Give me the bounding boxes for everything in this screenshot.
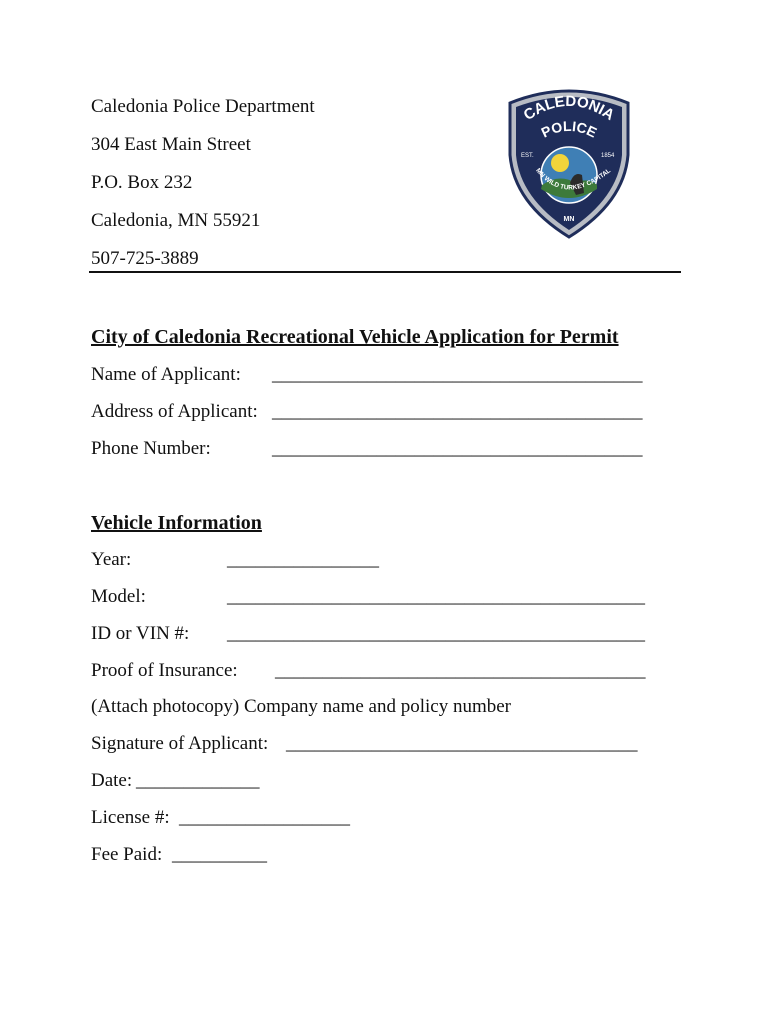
phone-blank[interactable]: _______________________________________ xyxy=(272,438,643,459)
phone-number: 507-725-3889 xyxy=(91,248,199,269)
insurance-note: (Attach photocopy) Company name and policy number xyxy=(91,696,512,717)
year-label: Year: xyxy=(91,549,132,570)
name-blank[interactable]: _______________________________________ xyxy=(272,364,643,385)
date-blank[interactable]: _____________ xyxy=(136,770,260,791)
signature-row xyxy=(91,733,691,755)
phone-label: Phone Number: xyxy=(91,438,211,459)
signature-label: Signature of Applicant: xyxy=(91,733,269,754)
badge-city-text: CALEDONIA xyxy=(520,92,618,124)
signature-blank[interactable]: _____________________________________ xyxy=(286,733,638,754)
name-label: Name of Applicant: xyxy=(91,364,241,385)
vin-blank[interactable]: ____________________________________________ xyxy=(227,623,645,644)
street-address: 304 East Main Street xyxy=(91,134,251,155)
address-label: Address of Applicant: xyxy=(91,401,258,422)
header-divider xyxy=(89,271,681,273)
badge-est-label: EST. xyxy=(521,153,534,159)
license-blank[interactable]: __________________ xyxy=(179,807,350,828)
fee-row xyxy=(91,844,691,866)
city-state-zip: Caledonia, MN 55921 xyxy=(91,210,261,231)
name-row xyxy=(91,364,691,386)
license-row xyxy=(91,807,691,829)
police-badge-logo xyxy=(504,85,634,240)
date-row xyxy=(91,770,691,792)
fee-label: Fee Paid: xyxy=(91,844,163,865)
address-blank[interactable]: _______________________________________ xyxy=(272,401,643,422)
license-label: License #: xyxy=(91,807,170,828)
vehicle-heading: Vehicle Information xyxy=(91,512,262,534)
year-row xyxy=(91,549,691,571)
vin-label: ID or VIN #: xyxy=(91,623,190,644)
badge-state-text: MN xyxy=(563,216,575,223)
model-label: Model: xyxy=(91,586,146,607)
model-blank[interactable]: ____________________________________________ xyxy=(227,586,645,607)
insurance-row xyxy=(91,660,691,682)
badge-motto-text: MN WILD TURKEY CAPITAL xyxy=(534,167,613,192)
insurance-blank[interactable]: _______________________________________ xyxy=(275,660,646,681)
insurance-label: Proof of Insurance: xyxy=(91,660,238,681)
po-box: P.O. Box 232 xyxy=(91,172,193,193)
fee-blank[interactable]: __________ xyxy=(172,844,267,865)
department-name: Caledonia Police Department xyxy=(91,96,315,117)
form-title: City of Caledonia Recreational Vehicle Application for Permit xyxy=(91,326,619,348)
phone-row xyxy=(91,438,691,460)
year-blank[interactable]: ________________ xyxy=(227,549,379,570)
date-label: Date: xyxy=(91,770,133,791)
model-row xyxy=(91,586,691,608)
badge-sun xyxy=(551,154,569,172)
badge-year: 1854 xyxy=(601,153,615,159)
vin-row xyxy=(91,623,691,645)
address-row xyxy=(91,401,691,423)
badge-police-text: POLICE xyxy=(538,117,600,141)
